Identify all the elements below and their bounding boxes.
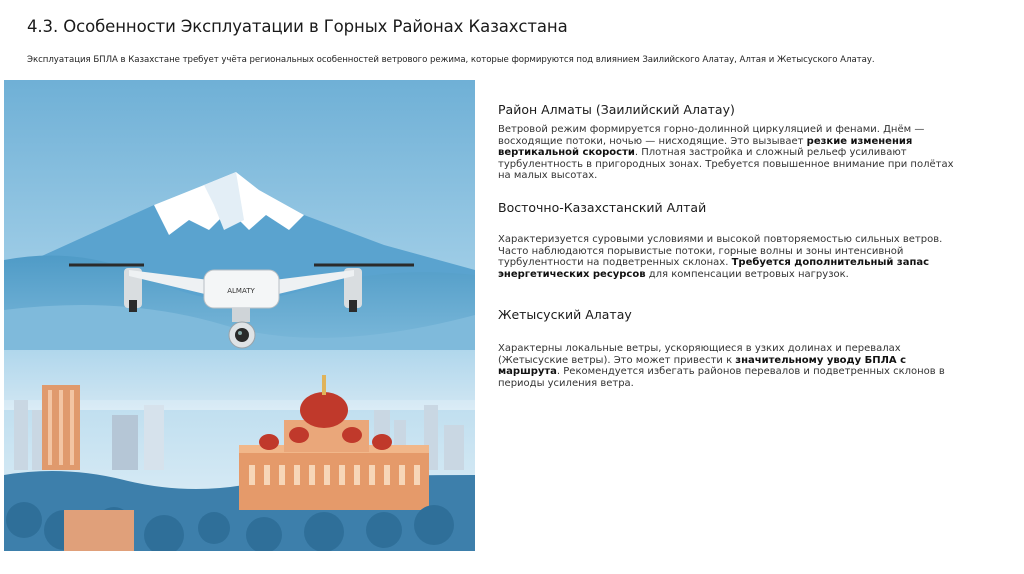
almaty-drone-illustration xyxy=(4,80,475,551)
section-body-altai: Характеризуется суровыми условиями и высокой повторяемостью сильных ветров. Часто наблюдаются порывистые потоки, горные волны и зоны интенсивной турбулентности на подветренных склонах. Требуется дополнительный запас энергетических ресурсов для компенсации ветровых нагрузок. xyxy=(498,234,943,280)
section-title-altai: Восточно-Казахстанский Алтай xyxy=(498,200,707,215)
section-body-zhetysu: Характерны локальные ветры, ускоряющиеся в узких долинах и перевалах (Жетысуские ветры). Это может привести к значительному уводу БПЛА с маршрута. Рекомендуется избегать районов перевалов и подветренных склонов в периоды усиления ветра. xyxy=(498,343,945,389)
intro-text: Эксплуатация БПЛА в Казахстане требует учёта региональных особенностей ветрового режима, которые формируются под влиянием Заилийского Алатау, Алтая и Жетысуского Алатау. xyxy=(27,55,875,65)
page-title: 4.3. Особенности Эксплуатации в Горных Районах Казахстана xyxy=(27,17,568,36)
section-body-almaty: Ветровой режим формируется горно-долинной циркуляцией и фенами. Днём — восходящие потоки, ночью — нисходящие. Это вызывает резкие изменения вертикальной скорости. Плотная застройка и сложный рельеф усиливают турбулентность в пригородных зонах. Требуется повышенное внимание при полётах на малых высотах. xyxy=(498,124,954,182)
section-title-almaty: Район Алматы (Заилийский Алатау) xyxy=(498,102,735,117)
drone-label: ALMATY xyxy=(227,287,255,295)
section-title-zhetysu: Жетысуский Алатау xyxy=(498,307,632,322)
